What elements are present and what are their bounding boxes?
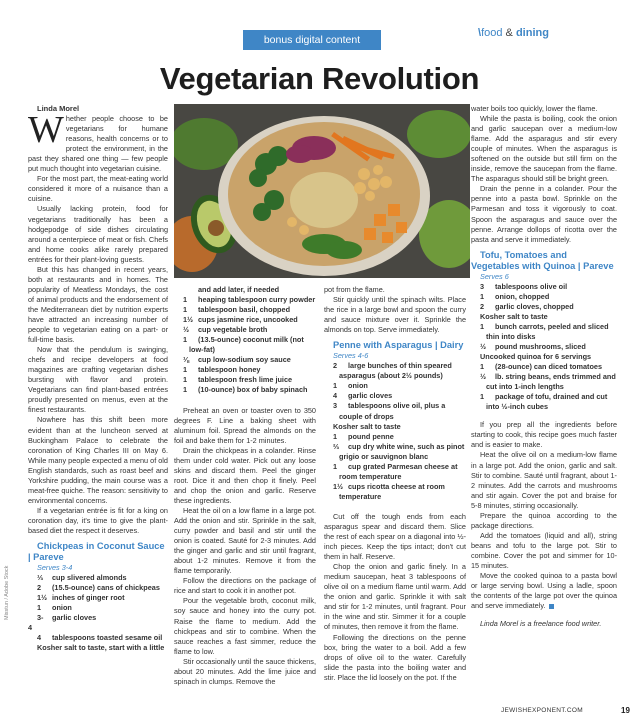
paragraph: water boils too quickly, lower the flame. xyxy=(471,104,598,113)
ingredient-item xyxy=(471,292,617,302)
ingredient-qty: 3 xyxy=(333,401,338,411)
recipe-serves: Serves 6 xyxy=(480,271,509,281)
paragraph: Stir quickly until the spinach wilts. Place the rice in a large bowl and spoon the curry and sauce mixture over it. Sprinkle the almonds on top. Serve immediately. xyxy=(324,295,466,335)
ingredient-qty: 1 xyxy=(333,381,338,391)
ingredient-item xyxy=(174,355,316,365)
end-mark-icon xyxy=(549,604,554,609)
section-label xyxy=(478,27,549,39)
ingredient-text: heaping tablespoon curry powder xyxy=(198,295,316,305)
ingredient-item: Kosher salt to taste, start with a little xyxy=(37,643,165,653)
ingredient-text: tablespoon fresh lime juice xyxy=(198,375,293,385)
ingredient-item xyxy=(324,482,466,502)
ingredient-text: (15.5-ounce) cans of chickpeas xyxy=(52,583,160,593)
drop-cap: W xyxy=(28,109,64,152)
paragraph: Nowhere has this shift been more evident than at the luncheon served at Buckingham Palace to celebrate the coronation of King Charles III on May 6. While many people expected a menu of old English standards, such as roast beef and Yorkshire pudding, the main course was a meat-free quiche. The reason: sensitivity to environmental concerns. xyxy=(28,415,168,505)
ingredient-qty: 1½ xyxy=(333,481,344,491)
ingredient-continued xyxy=(174,285,316,295)
ingredient-qty: 4 xyxy=(333,391,338,401)
ingredient-item xyxy=(324,442,466,462)
ingredient-item xyxy=(28,593,168,603)
ingredient-text: inches of ginger root xyxy=(52,593,125,603)
recipe-title-tofu: Tofu, Tomatoes and Vegetables with Quinoa | Pareve xyxy=(471,249,614,271)
ingredient-qty: 2 xyxy=(37,583,42,593)
ingredient-qty: ½ xyxy=(480,372,487,382)
ingredient-item xyxy=(28,583,168,593)
ingredient-text: package of tofu, drained and cut into ½-inch cubes xyxy=(486,392,608,412)
recipe-serves: Serves 3-4 xyxy=(37,563,73,573)
ingredient-qty: 1 xyxy=(480,321,485,331)
ingredient-qty: 1 xyxy=(183,305,188,315)
ingredient-qty: 1 xyxy=(333,431,338,441)
ingredient-item xyxy=(174,315,316,325)
ingredient-text: tablespoons olive oil, plus a couple of drops xyxy=(339,401,446,421)
ingredient-text: cups jasmine rice, uncooked xyxy=(198,315,298,325)
ingredient-item xyxy=(174,295,316,305)
paragraph: Prepare the quinoa according to the package directions. xyxy=(471,510,617,530)
paragraph: For the most part, the meat-eating world considered it more of a nuisance than a cuisine. xyxy=(28,174,168,204)
author-bio: Linda Morel is a freelance food writer. xyxy=(480,619,602,629)
ingredient-item xyxy=(174,365,316,375)
ingredient-qty: 1 xyxy=(333,461,338,471)
ingredient-qty: ½ xyxy=(480,341,487,351)
paragraph: Drain the chickpeas in a colander. Rinse them under cold water. Pick out any loose skins and discard them. Peel the ginger root. Dice it and then chop it finely. Peel and chop the onion and garlic. Reserve these ingredients. xyxy=(174,445,316,505)
paragraph: Pour the vegetable broth, coconut milk, soy sauce and honey into the curry pot. Raise the flame to medium. Add the chickpeas and stir to combine. When the sauce reaches a fast simmer, reduce the flame to low. xyxy=(174,596,316,656)
paragraph: Usually lacking protein, food for vegetarians traditionally has been a hodgepodge of side dishes circulating around a centerpiece of meat or fish. Chefs and home cooks alike rarely prepared entrées for their plant-loving guests. xyxy=(28,204,168,264)
ingredient-qty: 1½ xyxy=(37,593,48,603)
ingredient-qty: 4 xyxy=(37,633,42,643)
ingredient-qty: ⅔ xyxy=(333,441,340,451)
ingredient-text: bunch carrots, peeled and sliced thin into disks xyxy=(486,321,609,341)
ingredient-item: Kosher salt to taste xyxy=(480,311,548,321)
ingredient-qty: ½ xyxy=(183,325,190,335)
food-bowl-illustration xyxy=(174,104,470,278)
paragraph: Drain the penne in a colander. Pour the penne into a pasta bowl. Sprinkle on the Parmesan and toss it vigorously to coat. Spoon the asparagus and sauce over the penne. Arrange dollops of ricotta over the pasta and serve it immediately. xyxy=(471,184,617,244)
ingredient-text: onion, chopped xyxy=(495,291,550,301)
ingredient-item xyxy=(324,381,466,391)
ingredient-item xyxy=(28,603,168,613)
ingredient-item xyxy=(324,361,466,381)
ingredient-list xyxy=(28,573,168,653)
ingredient-qty: ⅓ xyxy=(37,573,44,583)
intro-text: hether people choose to be vegetarians for humane reasons, health concerns or to protect the environment, in the past they shared one thing — few people put much thought into vegetarian cuisine. xyxy=(28,114,168,174)
ingredient-qty: 1 xyxy=(480,362,485,372)
ingredient-text: cup dry white wine, such as pinot grigio or sauvignon blanc xyxy=(339,441,465,461)
ingredient-qty: 2 xyxy=(333,361,338,371)
ingredient-qty: 3 xyxy=(480,281,485,291)
food-bowl-photo xyxy=(174,104,470,278)
ingredient-text: tablespoon honey xyxy=(198,365,261,375)
paragraph-text: Move the cooked quinoa to a pasta bowl or large serving bowl. Using a ladle, spoon the contents of the large pot over the quinoa and serve immediately. xyxy=(471,571,617,611)
ingredient-text: (13.5-ounce) coconut milk (not low-fat) xyxy=(189,335,304,355)
paragraph: If a vegetarian entrée is fit for a king on coronation day, it's time to give the plant-based diet the respect it deserves. xyxy=(28,505,168,535)
bonus-content-banner: bonus digital content xyxy=(243,30,381,50)
recipe-serves: Serves 4-6 xyxy=(333,351,369,361)
article-column-1 xyxy=(28,104,168,653)
article-column-4 xyxy=(471,104,617,629)
ingredient-item xyxy=(471,392,617,412)
ingredient-qty: 1 xyxy=(37,603,42,613)
ingredient-item xyxy=(174,305,316,315)
ingredient-text: lb. string beans, ends trimmed and cut into 1-inch lengths xyxy=(486,372,616,392)
paragraph: Following the directions on the penne box, bring the water to a boil. Add a few drops of olive oil to the water. Carefully slide the pasta into the boiling water and stir. Place the lid loosely on the pot. If the xyxy=(324,632,466,682)
ingredient-item xyxy=(471,302,617,312)
section-amp: & xyxy=(505,27,513,39)
ingredient-item xyxy=(28,573,168,583)
section-dining: dining xyxy=(515,27,549,39)
ingredient-item xyxy=(471,322,617,342)
article-column-3 xyxy=(324,285,466,683)
ingredient-item xyxy=(471,282,617,292)
ingredient-text: cup vegetable broth xyxy=(198,325,268,335)
ingredient-item xyxy=(174,385,316,395)
paragraph: If you prep all the ingredients before starting to cook, this recipe goes much faster and is easier to make. xyxy=(471,420,617,450)
ingredient-item xyxy=(324,432,466,442)
recipe-title-chickpeas: Chickpeas in Coconut Sauce | Pareve xyxy=(28,541,165,563)
ingredient-text: large bunches of thin speared asparagus (about 2½ pounds) xyxy=(339,361,452,381)
ingredient-qty: 1 xyxy=(480,291,485,301)
paragraph: Heat the olive oil on a medium-low flame in a large pot. Add the onion, garlic and salt. Stir to combine. Sauté until fragrant, about 1-2 minutes. Add the carrots and mushrooms and stir again. Cover the pot and braise for 5-8 minutes, stirring occasionally. xyxy=(471,450,617,510)
page-number: 19 xyxy=(621,706,630,715)
paragraph: Stir occasionally until the sauce thickens, about 20 minutes. Add the lime juice and spinach in clumps. Remove the xyxy=(174,656,316,686)
paragraph: Preheat an oven or toaster oven to 350 degrees F. Line a baking sheet with aluminum foil. Spread the almonds on the foil and bake them for 1-2 minutes. xyxy=(174,405,316,445)
ingredient-item xyxy=(174,335,316,355)
ingredient-item xyxy=(174,375,316,385)
byline: Linda Morel xyxy=(37,104,80,113)
ingredient-qty: 1 xyxy=(183,335,188,345)
paragraph: pot from the flame. xyxy=(324,285,385,294)
ingredient-qty: ⅛ xyxy=(183,355,190,365)
intro-paragraph xyxy=(28,109,168,174)
ingredient-text: onion xyxy=(348,381,368,391)
ingredient-item xyxy=(471,362,617,372)
ingredient-qty: 1 xyxy=(183,375,188,385)
ingredient-item xyxy=(174,325,316,335)
ingredient-item xyxy=(471,372,617,392)
photo-credit: Misstun / Adobe Stock xyxy=(4,565,10,620)
ingredient-text: (10-ounce) box of baby spinach xyxy=(198,385,308,395)
paragraph: Follow the directions on the package of rice and start to cook it in another pot. xyxy=(174,576,316,596)
ingredient-item xyxy=(471,342,617,352)
ingredient-text: onion xyxy=(52,603,72,613)
paragraph: Cut off the tough ends from each asparagus spear and discard them. Slice the rest of each spear on a diagonal into ½-inch pieces. Keep the tips intact; don't cut them in half. Reserve. xyxy=(324,511,466,562)
ingredient-text: cup grated Parmesan cheese at room temperature xyxy=(339,461,458,481)
ingredient-qty: 1 xyxy=(480,392,485,402)
paragraph: Add the tomatoes (liquid and all), string beans and tofu to the large pot. Stir to combine. Cover the pot and simmer for 10-15 minutes. xyxy=(471,530,617,570)
ingredient-qty: 1 xyxy=(183,365,188,375)
recipe-title-penne: Penne with Asparagus | Dairy xyxy=(333,340,464,351)
article-column-2 xyxy=(174,285,316,687)
ingredient-text: cup low-sodium soy sauce xyxy=(198,355,291,365)
ingredient-text: cup slivered almonds xyxy=(52,573,127,583)
ingredient-text: cups ricotta cheese at room temperature xyxy=(339,481,445,501)
ingredient-qty: 1½ xyxy=(183,315,194,325)
ingredient-text: (28-ounce) can diced tomatoes xyxy=(495,362,603,372)
paragraph xyxy=(471,571,617,611)
paragraph: Chop the onion and garlic finely. In a medium saucepan, heat 3 tablespoons of olive oil on a medium flame until warm. Add the onion and garlic. Sprinkle it with salt and stir for 1-2 minutes, until fragrant. Pour in the wine and stir. Simmer it for a couple of minutes, then remove it from the flame. xyxy=(324,562,466,632)
ingredient-item xyxy=(324,391,466,401)
paragraph: But this has changed in recent years, both at restaurants and in homes. The popularity of Meatless Mondays, the cost of animal products and the endorsement of the Mediterranean diet by nutrition experts have attracted an increasing number of people to vegetarian eating on a part- or full-time basis. xyxy=(28,264,168,345)
ingredient-item: Kosher salt to taste xyxy=(333,421,401,431)
article-title: Vegetarian Revolution xyxy=(159,61,480,96)
ingredient-text: tablespoons toasted sesame oil xyxy=(52,633,163,643)
ingredient-text: tablespoons olive oil xyxy=(495,281,568,291)
ingredient-qty: 1 xyxy=(183,385,188,395)
ingredient-qty: 3-4 xyxy=(28,613,44,633)
ingredient-qty: 1 xyxy=(183,295,188,305)
section-divider: \ xyxy=(478,27,482,39)
ingredient-item xyxy=(28,613,168,633)
paragraph: While the pasta is boiling, cook the onion and garlic saucepan over a medium-low flame. Add the asparagus and stir every couple of minutes. When the asparagus is softened on the outside but still firm on the inside, remove the saucepan from the flame. The asparagus should still be bright green. xyxy=(471,114,617,184)
section-food: food xyxy=(481,27,503,39)
ingredient-item: Uncooked quinoa for 6 servings xyxy=(480,352,592,362)
paragraph: Now that the pendulum is swinging, chefs and recipe developers at food magazines are crafting vegetarian dishes bursting with flavor and protein. Vegetarians can find plant-based entrées proudly presented on menus, even at the finest restaurants. xyxy=(28,345,168,415)
paragraph: Heat the oil on a low flame in a large pot. Add the onion and stir. Sprinkle in the salt, curry powder and basil and stir until the onion is coated. Sauté for 2-3 minutes. Add the ginger and garlic and stir until fragrant, about 1-2 minutes. Remove it from the flame temporarily. xyxy=(174,505,316,576)
ingredient-text: and add later, if needed xyxy=(198,285,280,294)
ingredient-text: garlic cloves xyxy=(348,391,393,401)
ingredient-text: pound penne xyxy=(348,431,394,441)
ingredient-text: garlic cloves xyxy=(52,613,97,623)
ingredient-item xyxy=(28,633,168,643)
ingredient-text: garlic cloves, chopped xyxy=(495,301,574,311)
ingredient-item xyxy=(324,401,466,421)
ingredient-text: pound mushrooms, sliced xyxy=(495,341,586,351)
site-url: JEWISHEXPONENT.COM xyxy=(501,707,583,714)
ingredient-text: tablespoon basil, chopped xyxy=(198,305,291,315)
ingredient-qty: 2 xyxy=(480,301,485,311)
ingredient-item xyxy=(324,462,466,482)
